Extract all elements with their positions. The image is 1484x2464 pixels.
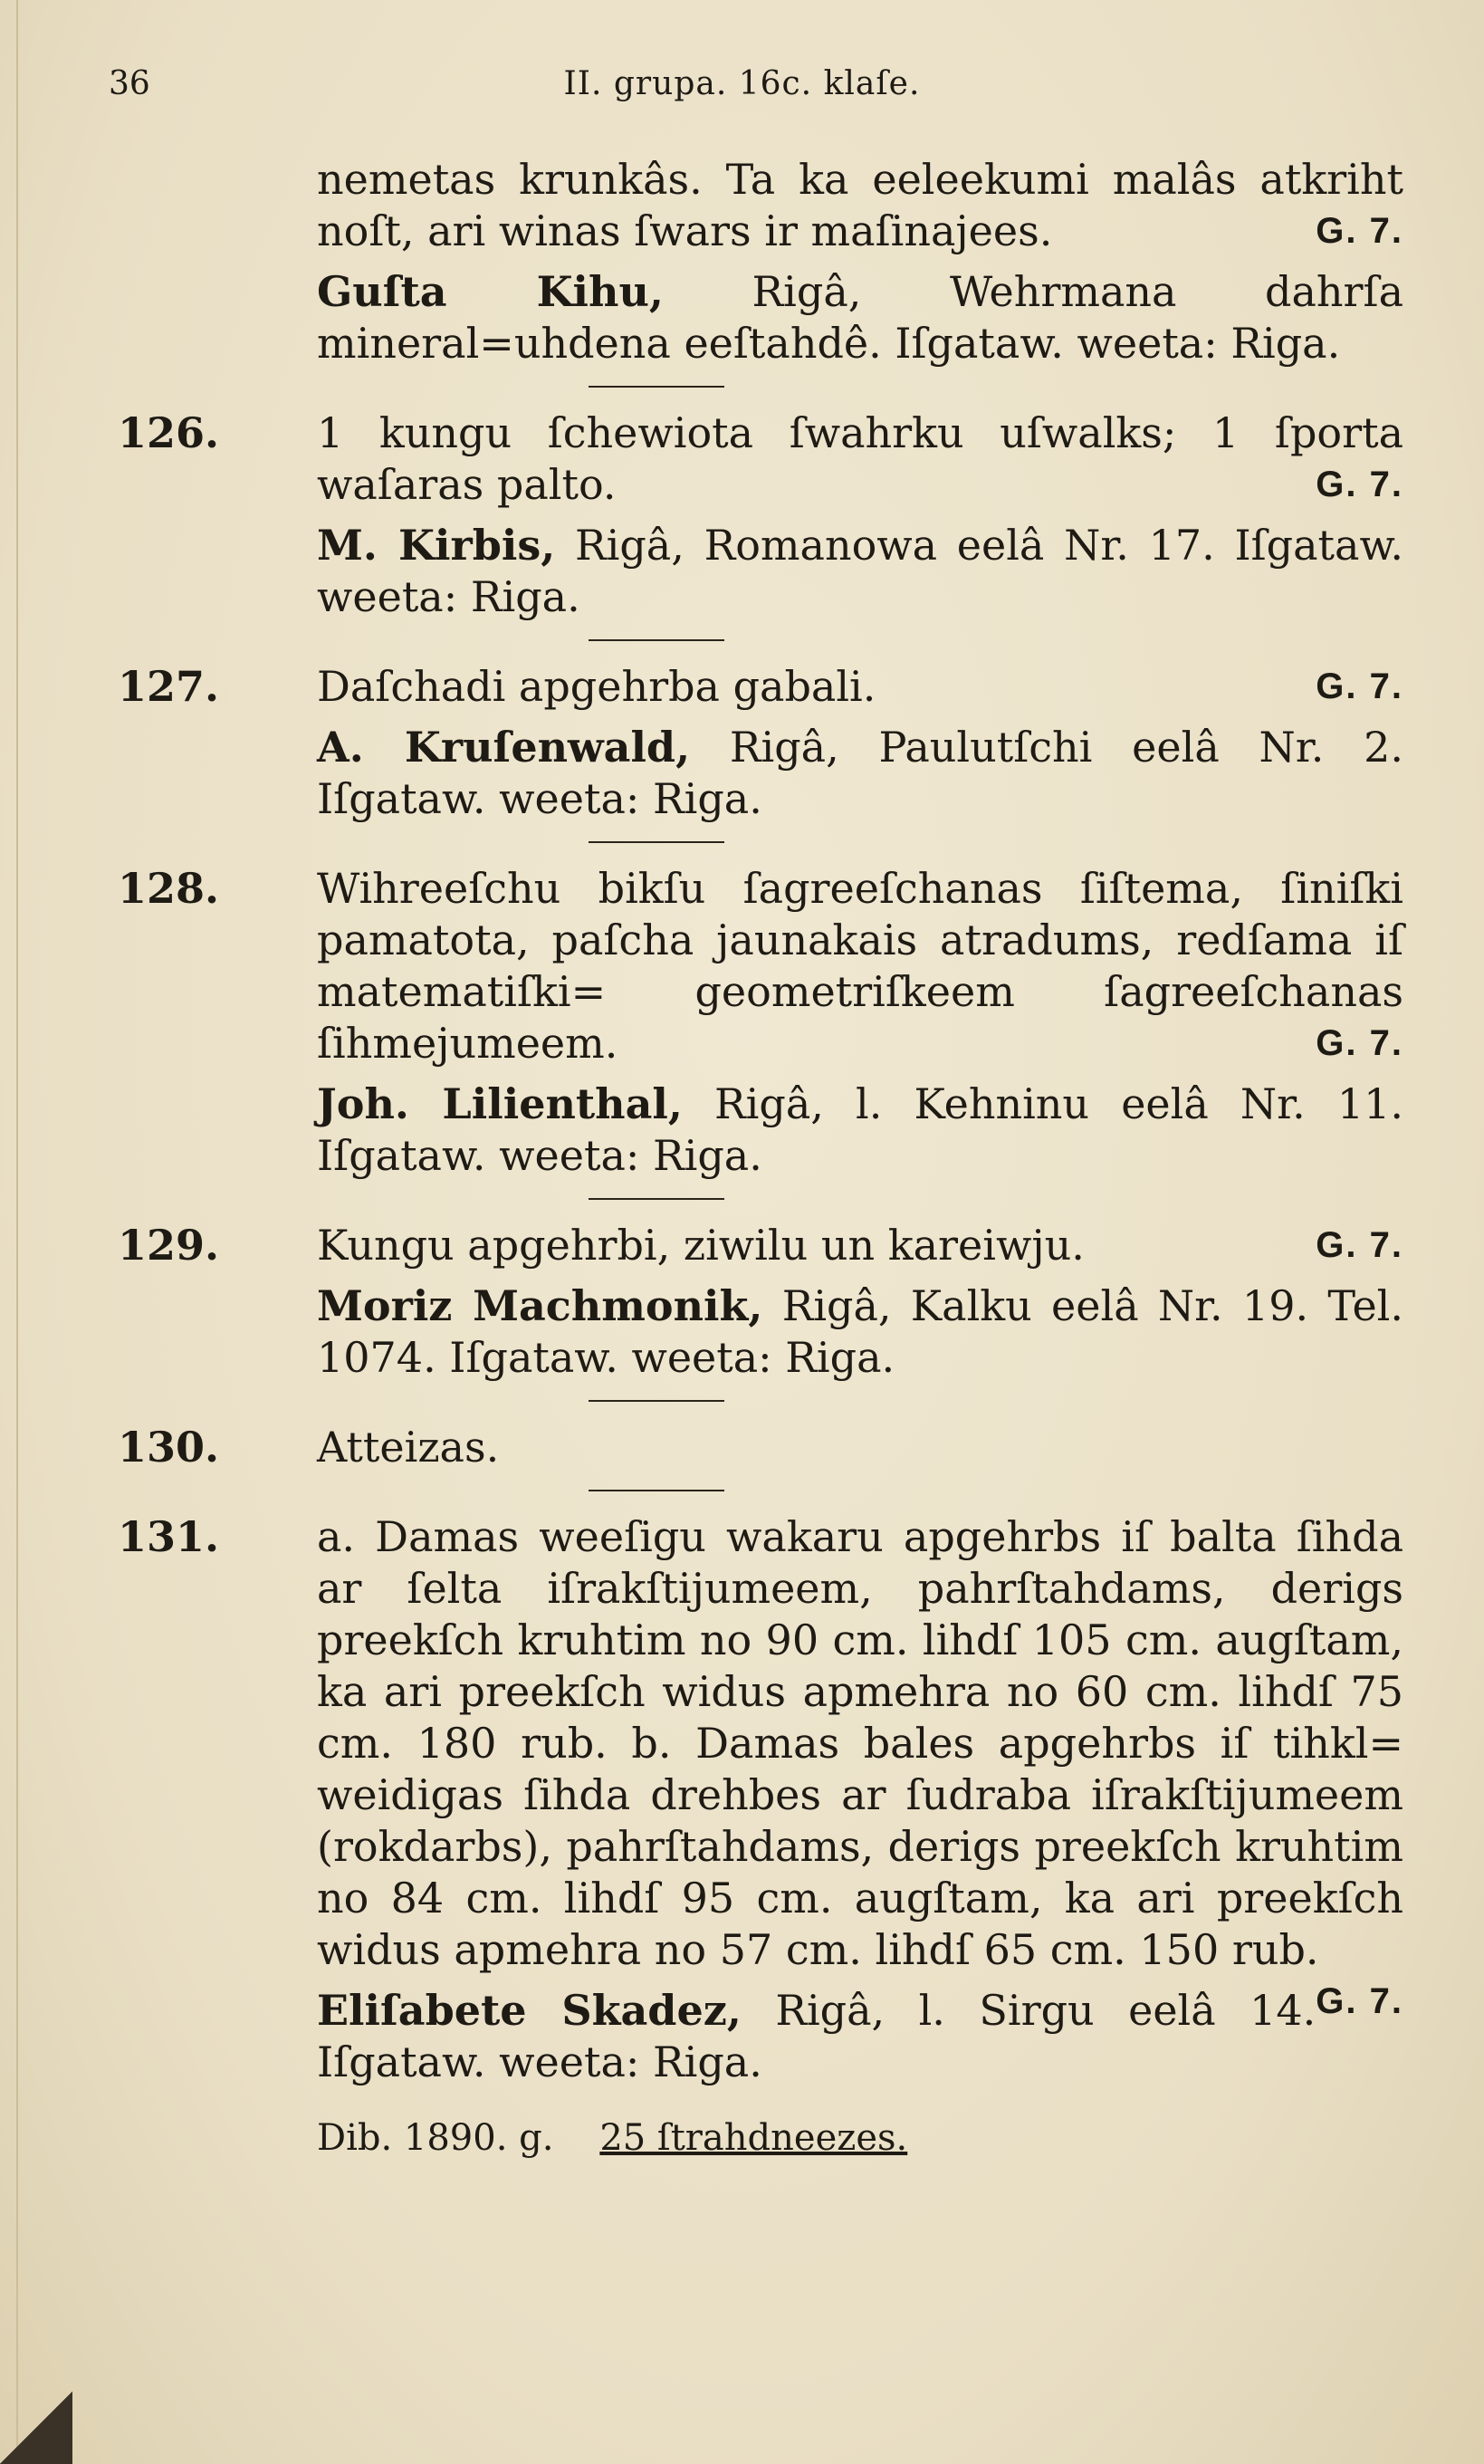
entry-number: 129.: [118, 1221, 220, 1270]
catalog-content: [118, 154, 1403, 2161]
catalog-entry: [118, 863, 1403, 1182]
exhibitor-name: Moriz Machmonik,: [317, 1281, 763, 1330]
separator-rule: [589, 639, 724, 641]
entry-code: G. 7.: [1316, 211, 1403, 251]
catalog-entry: [118, 1422, 1403, 1473]
entry-code: G. 7.: [1316, 465, 1403, 504]
entry-text: Kungu apgehrbi, ziwilu un kareiwju.: [317, 1221, 1085, 1270]
entry-number: 127.: [118, 662, 220, 711]
entry-description: [317, 1422, 1403, 1473]
entry-text: Daſchadi apgehrba gabali.: [317, 662, 876, 711]
running-head: II. grupa. 16c. klaſe.: [563, 65, 921, 102]
exhibitor-details: Rigâ, Kalku eelâ Nr. 19. Tel. 1074. Iſgataw. weeta: Riga.: [317, 1281, 1403, 1382]
exhibitor-name: Eliſabete Skadez,: [317, 1986, 742, 2035]
entry-description: [317, 1220, 1403, 1271]
exhibitor: [317, 266, 1403, 369]
exhibitor-details: Rigâ, l. Kehninu eelâ Nr. 11. Iſgataw. weeta: Riga.: [317, 1079, 1404, 1180]
entry-text: Atteizas.: [317, 1423, 500, 1472]
catalog-entry: [118, 661, 1403, 825]
exhibitor: [317, 722, 1403, 825]
entry-description: [317, 154, 1403, 257]
catalog-entry: [118, 1511, 1403, 2088]
page-spine: [16, 0, 18, 2464]
entry-number: 128.: [118, 864, 220, 913]
separator-rule: [589, 1490, 724, 1491]
entry-text: Wihreeſchu bikſu ſagreeſchanas ſiſtema, ſiniſki pamatota, paſcha jaunakais atradums, redſama iſ matematiſki= geometriſkeem ſagreeſchanas ſihmejumeem.: [317, 864, 1403, 1068]
entry-number: 130.: [118, 1423, 220, 1472]
exhibitor-name: Guſta Kihu,: [317, 267, 664, 316]
entry-code: G. 7.: [1316, 1981, 1403, 2021]
page-corner-fold: [0, 2392, 72, 2464]
entry-code: G. 7.: [1316, 666, 1403, 706]
separator-rule: [589, 1400, 724, 1402]
entry-description: [317, 407, 1403, 511]
entry-text: a. Damas weeſigu wakaru apgehrbs iſ balta ſihda ar ſelta iſrakſtijumeem, pahrſtahdams, derigs preekſch kruhtim no 90 cm. lihdſ 105 cm. augſtam, ka ari preekſch widus apmehra no 60 cm. lihdſ 75 cm. 180 rub. b. Damas bales apgehrbs iſ tihkl= weidigas ſihda drehbes ar ſudraba iſrakſtijumeem (rokdarbs), pahrſtahdams, derigs preekſch kruhtim no 84 cm. lihdſ 95 cm. augſtam, ka ari preekſch widus apmehra no 57 cm. lihdſ 65 cm. 150 rub.: [317, 1512, 1403, 1974]
separator-rule: [589, 1198, 724, 1200]
founded-year: Dib. 1890. g.: [317, 2117, 554, 2159]
exhibitor: [317, 1280, 1403, 1384]
exhibitor: [317, 1985, 1403, 2088]
separator-rule: [589, 386, 724, 388]
exhibitor-name: Joh. Lilienthal,: [317, 1079, 683, 1128]
catalog-entry: [118, 1220, 1403, 1384]
page-number: 36: [109, 65, 150, 102]
entry-text: 1 kungu ſchewiota ſwahrku uſwalks; 1 ſporta waſaras palto.: [317, 408, 1403, 509]
entry-description: [317, 661, 1403, 713]
exhibitor-details: Rigâ, l. Sirgu eelâ 14. Iſgataw. weeta: Riga.: [317, 1986, 1316, 2086]
entry-text: nemetas krunkâs. Ta ka eeleekumi malâs atkriht noſt, ari winas ſwars ir maſinajees.: [317, 155, 1403, 255]
workers-count: 25 ſtrahdneezes.: [599, 2117, 908, 2159]
entry-number: 131.: [118, 1512, 220, 1561]
entry-footer: [118, 2115, 1403, 2161]
catalog-entry: [118, 407, 1403, 623]
catalog-entry: [118, 154, 1403, 369]
separator-rule: [589, 841, 724, 843]
entry-description: [317, 863, 1403, 1069]
exhibitor-details: Rigâ, Wehrmana dahrſa mineral=uhdena eeſtahdê. Iſgataw. weeta: Riga.: [317, 267, 1403, 368]
exhibitor-details: Rigâ, Romanowa eelâ Nr. 17. Iſgataw. weeta: Riga.: [317, 521, 1403, 621]
exhibitor: [317, 1079, 1403, 1182]
exhibitor-name: A. Kruſenwald,: [317, 723, 691, 772]
entry-code: G. 7.: [1316, 1225, 1403, 1265]
exhibitor-name: M. Kirbis,: [317, 521, 556, 570]
page-header: [109, 56, 1375, 110]
entry-number: 126.: [118, 408, 220, 457]
exhibitor: [317, 520, 1403, 623]
exhibitor-details: Rigâ, Paulutſchi eelâ Nr. 2. Iſgataw. weeta: Riga.: [317, 723, 1403, 823]
entry-code: G. 7.: [1316, 1023, 1403, 1063]
